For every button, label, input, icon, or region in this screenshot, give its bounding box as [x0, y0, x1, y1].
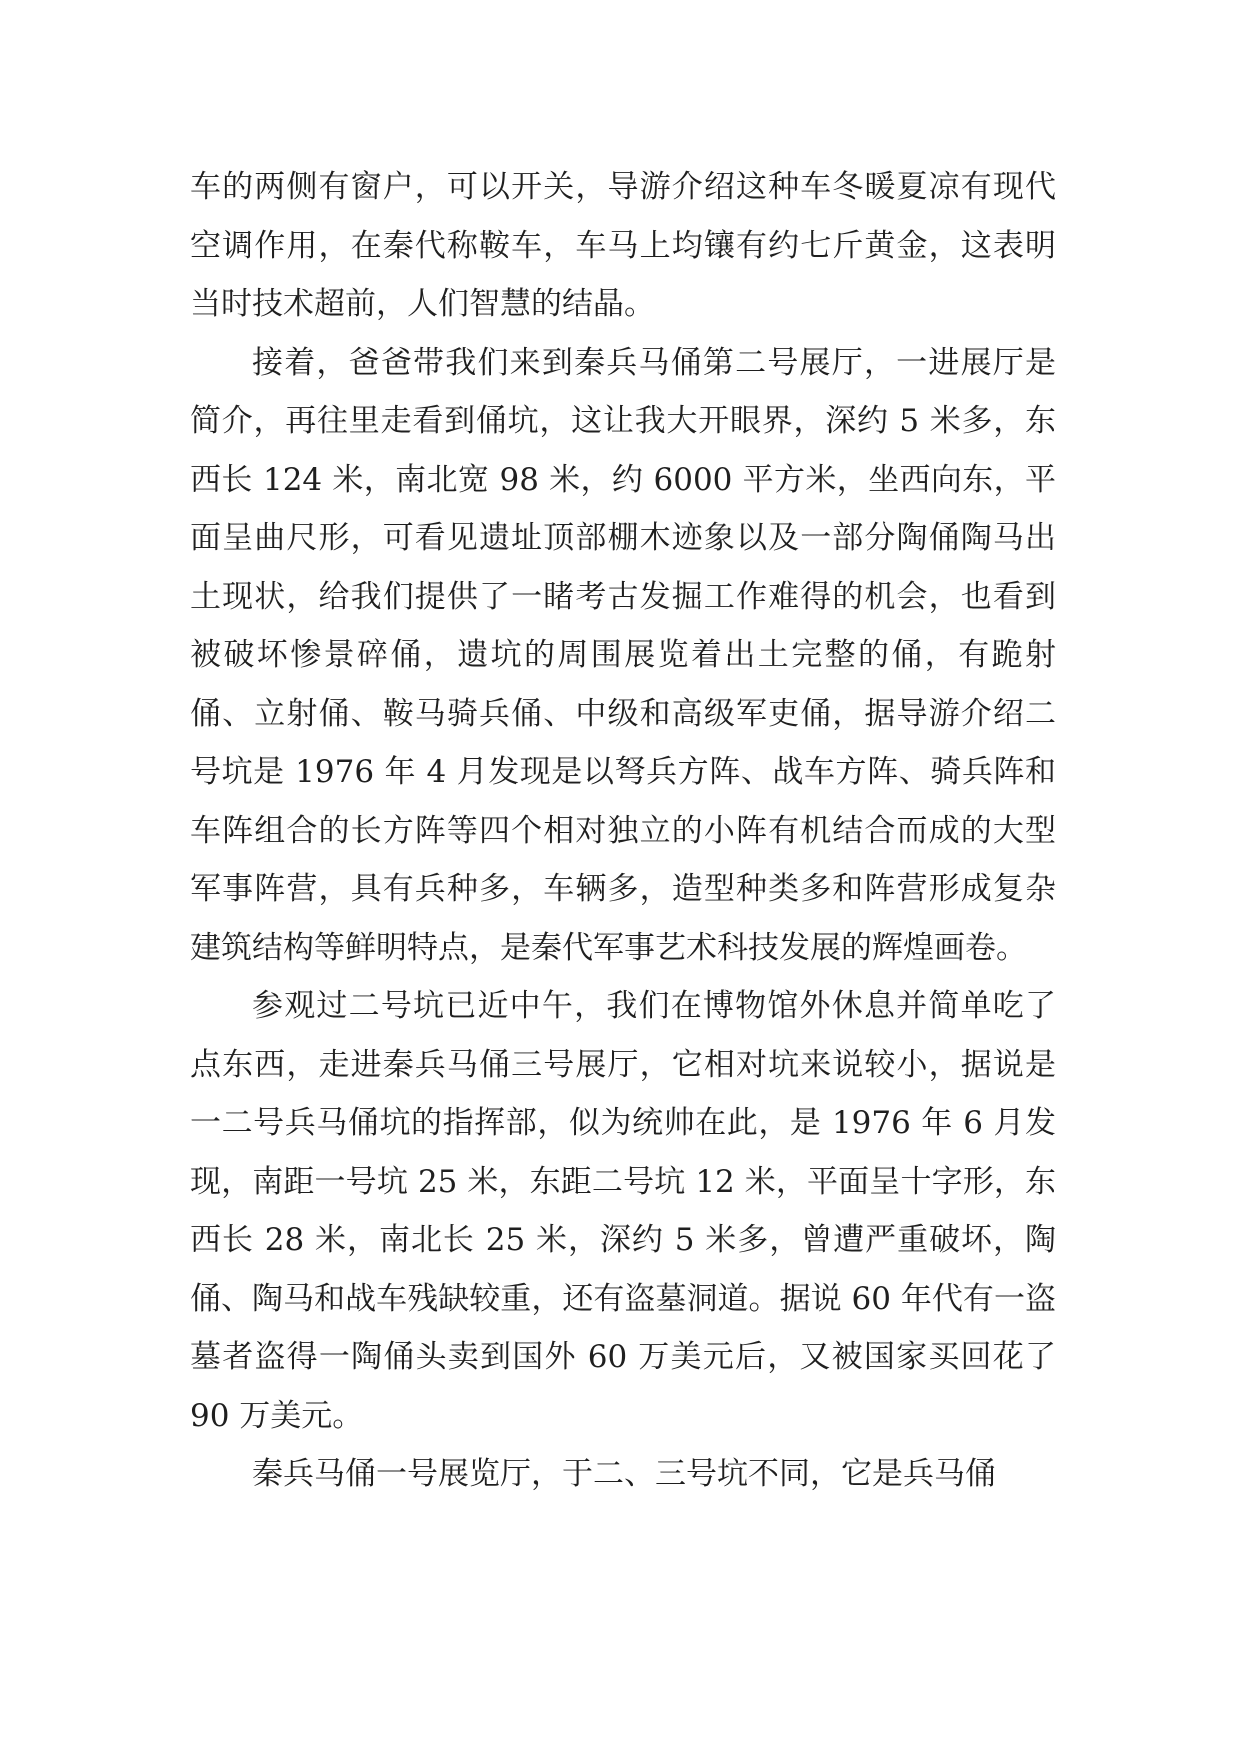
- paragraph-3: 参观过二号坑已近中午，我们在博物馆外休息并简单吃了点东西，走进秦兵马俑三号展厅，它相对坑来说较小，据说是一二号兵马俑坑的指挥部，似为统帅在此，是 1976 年 6 月发现，南距一号坑 25 米，东距二号坑 12 米，平面呈十字形，东西长 28 米，南北长 25 米，深约 5 米多，曾遭严重破坏，陶俑、陶马和战车残缺较重，还有盗墓洞道。据说 60 年代有一盗墓者盗得一陶俑头卖到国外 60 万美元后，又被国家买回花了 90 万美元。: [190, 988, 1056, 1434]
- document-body: [190, 158, 1056, 1504]
- paragraph-4: 秦兵马俑一号展览厅，于二、三号坑不同，它是兵马俑: [252, 1456, 996, 1492]
- paragraph-2: 接着，爸爸带我们来到秦兵马俑第二号展厅，一进展厅是简介，再往里走看到俑坑，这让我大开眼界，深约 5 米多，东西长 124 米，南北宽 98 米，约 6000 平方米，坐西向东，平面呈曲尺形，可看见遗址顶部棚木迹象以及一部分陶俑陶马出土现状，给我们提供了一睹考古发掘工作难得的机会，也看到被破坏惨景碎俑，遗坑的周围展览着出土完整的俑，有跪射俑、立射俑、鞍马骑兵俑、中级和高级军吏俑，据导游介绍二号坑是 1976 年 4 月发现是以弩兵方阵、战车方阵、骑兵阵和车阵组合的长方阵等四个相对独立的小阵有机结合而成的大型军事阵营，具有兵种多，车辆多，造型种类多和阵营形成复杂建筑结构等鲜明特点，是秦代军事艺术科技发展的辉煌画卷。: [190, 344, 1056, 966]
- paragraph-1: 车的两侧有窗户，可以开关，导游介绍这种车冬暖夏凉有现代空调作用，在秦代称鞍车，车马上均镶有约七斤黄金，这表明当时技术超前，人们智慧的结晶。: [190, 169, 1056, 322]
